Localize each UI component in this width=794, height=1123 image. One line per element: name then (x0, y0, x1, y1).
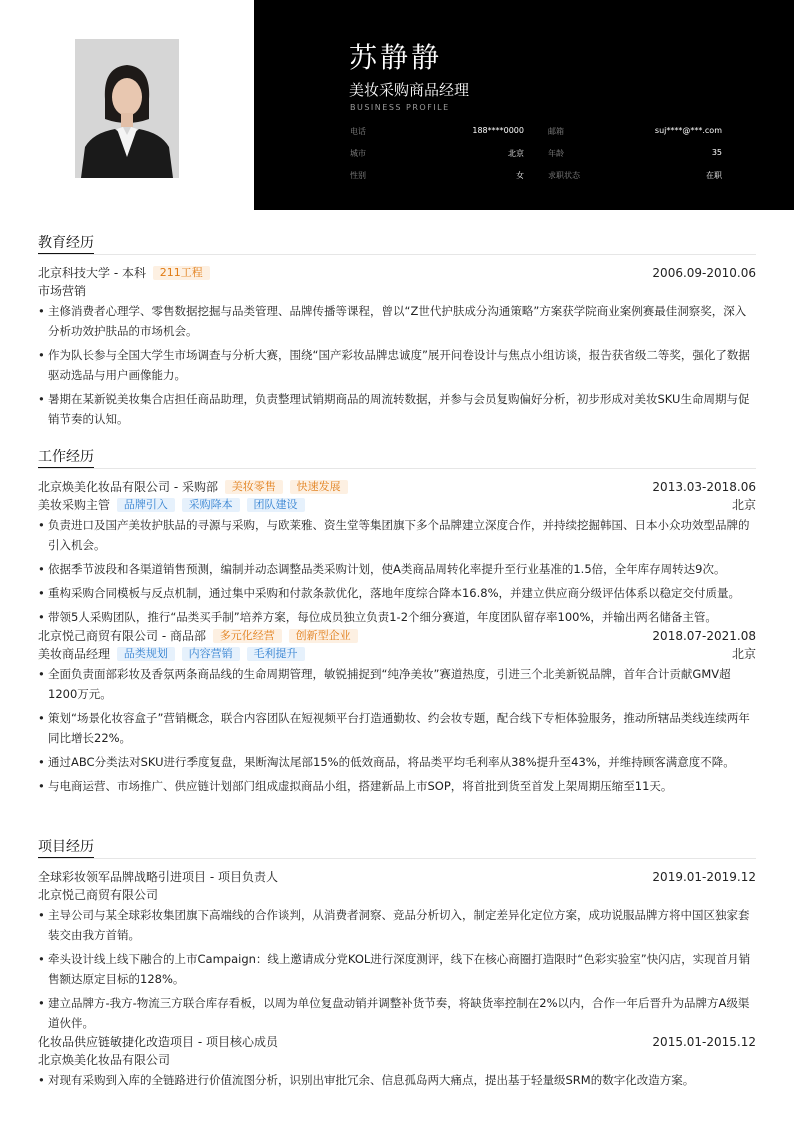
list-item: • 带领5人采购团队，推行“品类买手制”培养方案，每位成员独立负责1-2个细分赛道，年度团队留存率100%，并输出两名储备主管。 (38, 607, 756, 627)
list-item: • 重构采购合同模板与反点机制，通过集中采购和付款条款优化，落地年度综合降本16.8%，并建立供应商分级评估体系以稳定交付质量。 (38, 583, 756, 603)
project-dates: 2019.01-2019.12 (652, 870, 756, 884)
list-item: • 主修消费者心理学、零售数据挖掘与品类管理、品牌传播等课程，曾以“Z世代护肤成分沟通策略”方案获学院商业案例赛最佳洞察奖，深入分析功效护肤品的市场机会。 (38, 301, 756, 341)
list-item: • 负责进口及国产美妆护肤品的寻源与采购，与欧莱雅、资生堂等集团旗下多个品牌建立深度合作，并持续挖掘韩国、日本小众功效型品牌的引入机会。 (38, 515, 756, 555)
role-tag: 内容营销 (182, 647, 240, 661)
school-name: 北京科技大学 - 本科 (38, 266, 146, 280)
section-heading-text: 教育经历 (38, 233, 94, 255)
candidate-name: 苏静静 (349, 41, 443, 74)
job-company-row (38, 478, 756, 496)
company-tag: 创新型企业 (289, 629, 358, 643)
info-label: 年龄 (548, 149, 564, 158)
role-tag: 品类规划 (117, 647, 175, 661)
project-org: 北京悦己商贸有限公司 (38, 888, 159, 902)
info-value: 女 (516, 171, 524, 180)
list-item: • 通过ABC分类法对SKU进行季度复盘，果断淘汰尾部15%的低效商品，将品类平均毛利率从38%提升至43%，并维持顾客满意度不降。 (38, 752, 756, 772)
company-tag: 美妆零售 (225, 480, 283, 494)
company-name: 北京悦己商贸有限公司 - 商品部 (38, 629, 206, 643)
job-dates: 2018.07-2021.08 (652, 629, 756, 643)
section-divider (38, 254, 756, 255)
job-company-row (38, 627, 756, 645)
info-age (548, 148, 722, 160)
job-city: 北京 (731, 498, 756, 512)
section-heading (38, 837, 756, 859)
list-item: • 全面负责面部彩妆及香氛两条商品线的生命周期管理，敏锐捕捉到“纯净美妆”赛道热度，引进三个北美新锐品牌，首年合计贡献GMV超1200万元。 (38, 664, 756, 704)
company-tag: 快速发展 (290, 480, 348, 494)
school-tag: 211工程 (153, 266, 210, 280)
info-phone (350, 126, 524, 138)
job-dates: 2013.03-2018.06 (652, 480, 756, 494)
info-value: 35 (711, 148, 722, 157)
info-label: 城市 (350, 149, 366, 158)
education-dates: 2006.09-2010.06 (652, 266, 756, 280)
list-item: • 建立品牌方-我方-物流三方联合库存看板，以周为单位复盘动销并调整补货节奏，将缺货率控制在2%以内，合作一年后晋升为品牌方A级渠道伙伴。 (38, 993, 756, 1033)
section-heading-text: 工作经历 (38, 447, 94, 469)
section-heading (38, 447, 756, 469)
info-label: 求职状态 (548, 171, 580, 180)
work-section (38, 447, 756, 800)
profile-photo (75, 39, 179, 178)
job-bullets (38, 515, 756, 627)
list-item: • 主导公司与某全球彩妆集团旗下高端线的合作谈判，从消费者洞察、竞品分析切入，制定差异化定位方案，成功说服品牌方将中国区独家套装交由我方首销。 (38, 905, 756, 945)
person-photo-icon (75, 39, 179, 178)
info-value: 188****0000 (472, 126, 524, 135)
resume-header (0, 0, 794, 210)
project-name: 化妆品供应链敏捷化改造项目 - 项目核心成员 (38, 1035, 278, 1049)
project-header-row (38, 1033, 756, 1051)
education-section (38, 233, 756, 433)
role-tag: 团队建设 (247, 498, 305, 512)
role-tag: 品牌引入 (117, 498, 175, 512)
info-value: 在职 (706, 171, 722, 180)
list-item: • 对现有采购到入库的全链路进行价值流图分析，识别出审批冗余、信息孤岛两大痛点，提出基于轻量级SRM的数字化改造方案。 (38, 1070, 756, 1090)
project-bullets (38, 905, 756, 1033)
project-bullets (38, 1070, 756, 1090)
project-name: 全球彩妆领军品牌战略引进项目 - 项目负责人 (38, 870, 278, 884)
list-item: • 牵头设计线上线下融合的上市Campaign：线上邀请成分党KOL进行深度测评，线下在核心商圈打造限时“色彩实验室”快闪店，实现首月销售额达原定目标的128%。 (38, 949, 756, 989)
role-name: 美妆采购主管 (38, 498, 111, 512)
job-bullets (38, 664, 756, 796)
company-tag: 多元化经营 (213, 629, 282, 643)
role-tag: 采购降本 (182, 498, 240, 512)
project-dates: 2015.01-2015.12 (652, 1035, 756, 1049)
projects-section (38, 837, 756, 1094)
list-item: • 策划“场景化妆容盒子”营销概念，联合内容团队在短视频平台打造通勤妆、约会妆专题，配合线下专柜体验服务，推动所辖品类线连续两年同比增长22%。 (38, 708, 756, 748)
list-item: • 依据季节波段和各渠道销售预测，编制并动态调整品类采购计划，使A类商品周转化率提升至行业基准的1.5倍，全年库存周转达9次。 (38, 559, 756, 579)
role-tag: 毛利提升 (247, 647, 305, 661)
major: 市场营销 (38, 284, 87, 298)
info-label: 邮箱 (548, 127, 564, 136)
list-item: • 作为队长参与全国大学生市场调查与分析大赛，围绕“国产彩妆品牌忠诚度”展开问卷设计与焦点小组访谈，报告获省级二等奖，强化了数据驱动选品与用户画像能力。 (38, 345, 756, 385)
info-city (350, 148, 524, 160)
info-job-status (548, 170, 722, 182)
section-divider (38, 468, 756, 469)
list-item: • 与电商运营、市场推广、供应链计划部门组成虚拟商品小组，搭建新品上市SOP，将首批到货至首发上架周期压缩至11天。 (38, 776, 756, 796)
section-heading-text: 项目经历 (38, 837, 94, 859)
section-divider (38, 858, 756, 859)
info-gender (350, 170, 524, 182)
info-value: 北京 (508, 149, 524, 158)
project-org: 北京焕美化妆品有限公司 (38, 1053, 171, 1067)
job-role-row (38, 645, 756, 663)
education-header-row (38, 264, 756, 282)
education-bullets (38, 301, 756, 429)
section-heading (38, 233, 756, 255)
job-role-row (38, 496, 756, 514)
role-name: 美妆商品经理 (38, 647, 111, 661)
list-item: • 暑期在某新锐美妆集合店担任商品助理，负责整理试销期商品的周流转数据，并参与会员复购偏好分析，初步形成对美妆SKU生命周期与促销节奏的认知。 (38, 389, 756, 429)
project-header-row (38, 868, 756, 886)
info-label: 电话 (350, 127, 366, 136)
job-city: 北京 (731, 647, 756, 661)
info-value: suj****@***.com (654, 126, 722, 135)
info-email (548, 126, 722, 138)
company-name: 北京焕美化妆品有限公司 - 采购部 (38, 480, 218, 494)
info-label: 性别 (350, 171, 366, 180)
profile-subtitle: BUSINESS PROFILE (350, 103, 450, 112)
job-title: 美妆采购商品经理 (349, 81, 470, 99)
